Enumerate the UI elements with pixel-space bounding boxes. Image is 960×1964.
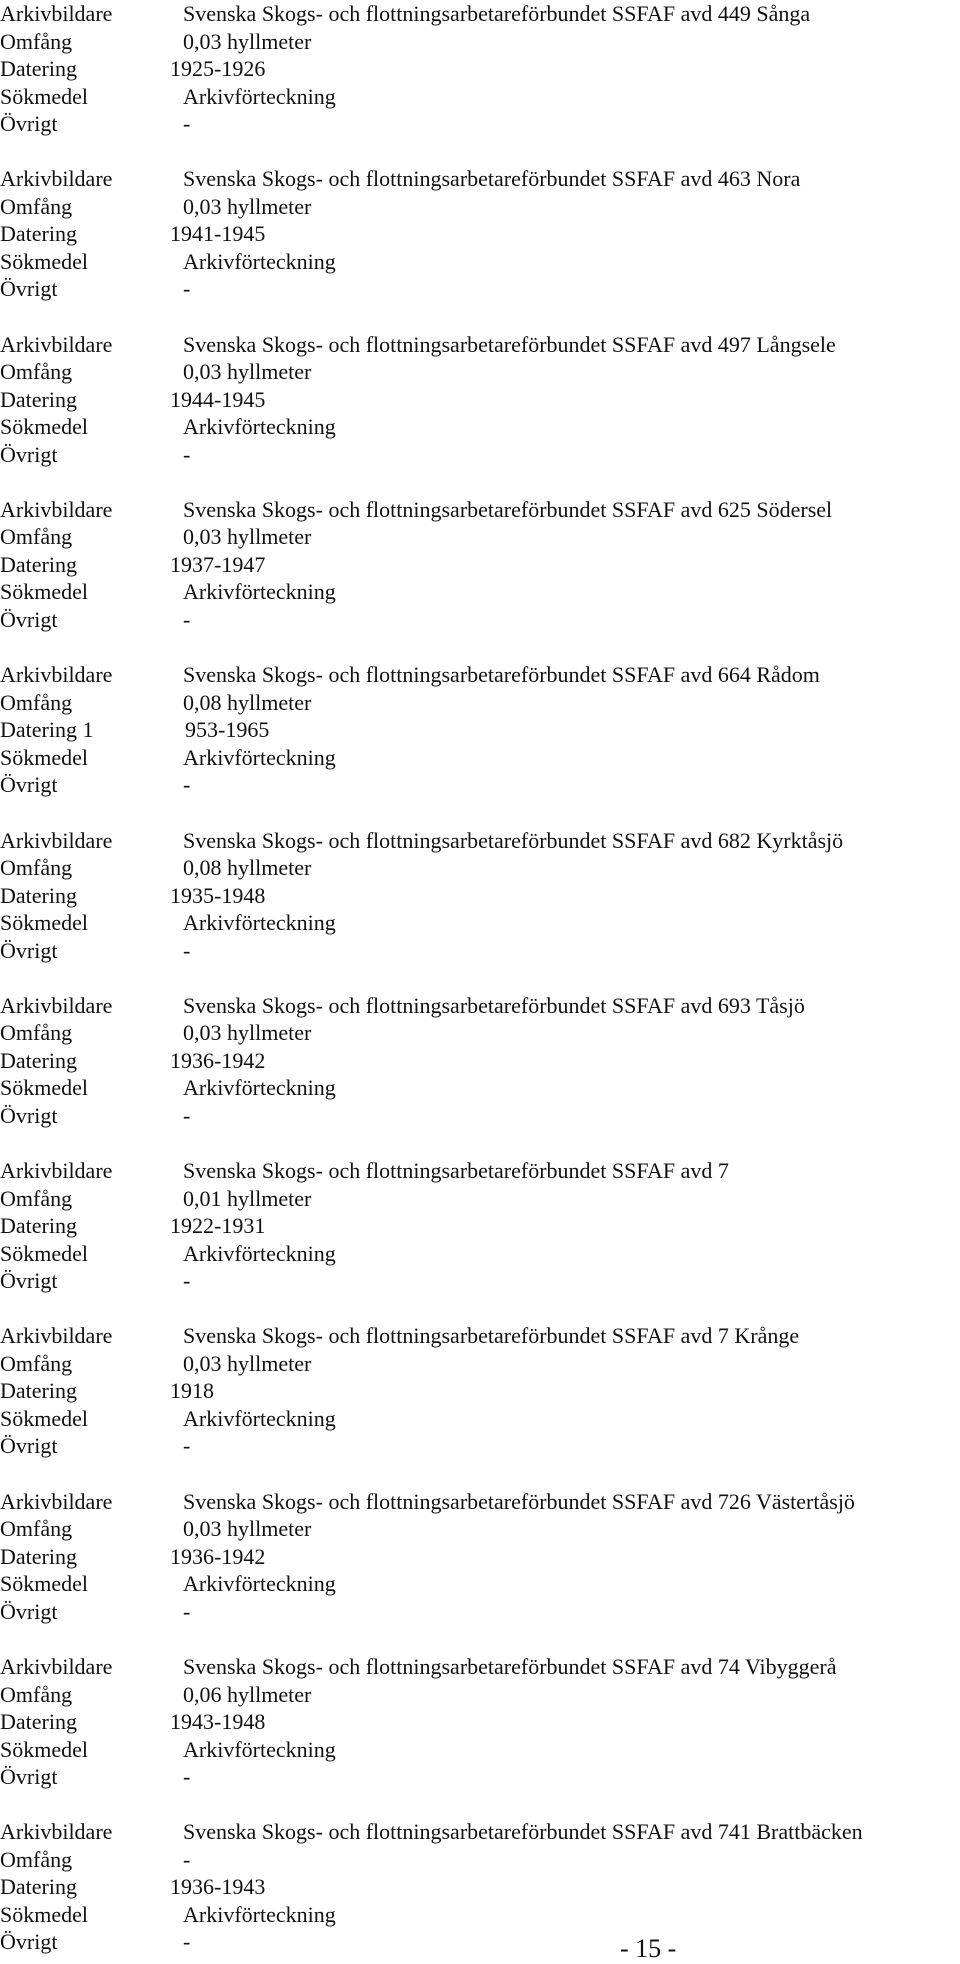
extent-label: Omfång (0, 855, 73, 880)
date-label: Datering (0, 1543, 77, 1569)
creator-row (0, 1322, 960, 1350)
other-row (0, 441, 960, 469)
date-row (0, 386, 960, 414)
other-row (0, 771, 960, 799)
date-value: 1935-1948 (170, 882, 266, 908)
finding-aid-row (0, 744, 960, 772)
archive-entry (0, 1653, 960, 1791)
extent-label: Omfång (0, 1681, 73, 1707)
finding-aid-value: Arkivförteckning (183, 414, 336, 440)
other-value: - (183, 772, 191, 798)
creator-label: Arkivbildare (0, 662, 113, 688)
creator-label: Arkivbildare (0, 1, 113, 26)
finding-aid-label: Sökmedel (0, 579, 88, 605)
creator-label: Arkivbildare (0, 1654, 113, 1679)
other-row (0, 1928, 960, 1956)
other-value: - (183, 1102, 191, 1128)
creator-value: Svenska Skogs- och flottningsarbetareförbundet SSFAF avd 7 Krånge (183, 1323, 800, 1349)
finding-aid-value: Arkivförteckning (183, 1240, 336, 1266)
extent-label: Omfång (0, 689, 73, 715)
other-row (0, 110, 960, 138)
creator-row (0, 496, 960, 524)
finding-aid-label: Sökmedel (0, 83, 88, 109)
creator-label: Arkivbildare (0, 992, 113, 1018)
date-row (0, 1543, 960, 1571)
finding-aid-label: Sökmedel (0, 1075, 88, 1101)
extent-value: 0,06 hyllmeter (183, 1681, 312, 1707)
date-value: 1936-1942 (170, 1047, 266, 1073)
extent-label: Omfång (0, 1350, 73, 1376)
other-value: - (183, 606, 191, 632)
creator-value: Svenska Skogs- och flottningsarbetareförbundet SSFAF avd 7 (183, 1158, 729, 1184)
other-value: - (183, 111, 191, 136)
creator-label: Arkivbildare (0, 166, 113, 192)
finding-aid-label: Sökmedel (0, 1736, 88, 1762)
finding-aid-value: Arkivförteckning (183, 83, 336, 109)
creator-value: Svenska Skogs- och flottningsarbetareförbundet SSFAF avd 693 Tåsjö (183, 992, 805, 1018)
archive-entry (0, 0, 960, 138)
other-label: Övrigt (0, 1268, 58, 1294)
finding-aid-row (0, 909, 960, 937)
date-row (0, 220, 960, 248)
creator-label: Arkivbildare (0, 331, 113, 357)
extent-label: Omfång (0, 28, 73, 54)
date-value: 1944-1945 (170, 386, 266, 412)
other-value: - (183, 276, 191, 302)
finding-aid-label: Sökmedel (0, 414, 88, 440)
finding-aid-row (0, 578, 960, 606)
other-row (0, 275, 960, 303)
other-label: Övrigt (0, 1102, 58, 1128)
extent-value: 0,03 hyllmeter (183, 359, 312, 385)
date-row (0, 1377, 960, 1405)
date-value: 1941-1945 (170, 221, 266, 247)
creator-row (0, 661, 960, 689)
creator-row (0, 0, 960, 28)
extent-row (0, 1681, 960, 1709)
finding-aid-row (0, 1901, 960, 1929)
date-value: 1943-1948 (170, 1709, 266, 1734)
creator-value: Svenska Skogs- och flottningsarbetareförbundet SSFAF avd 449 Sånga (183, 1, 811, 26)
finding-aid-row (0, 83, 960, 111)
finding-aid-value: Arkivförteckning (183, 1571, 336, 1597)
finding-aid-label: Sökmedel (0, 1571, 88, 1597)
creator-value: Svenska Skogs- och flottningsarbetareförbundet SSFAF avd 497 Långsele (183, 331, 836, 357)
creator-value: Svenska Skogs- och flottningsarbetareförbundet SSFAF avd 726 Västertåsjö (183, 1488, 855, 1514)
finding-aid-label: Sökmedel (0, 744, 88, 770)
finding-aid-label: Sökmedel (0, 248, 88, 274)
finding-aid-row (0, 413, 960, 441)
extent-value: - (183, 1846, 191, 1872)
extent-label: Omfång (0, 1846, 73, 1872)
extent-row (0, 523, 960, 551)
date-label: Datering (0, 386, 77, 412)
other-row (0, 1763, 960, 1791)
date-row (0, 551, 960, 579)
date-label: Datering (0, 1047, 77, 1073)
extent-label: Omfång (0, 359, 73, 385)
date-row (0, 1047, 960, 1075)
finding-aid-label: Sökmedel (0, 910, 88, 935)
extent-row (0, 1350, 960, 1378)
creator-value: Svenska Skogs- och flottningsarbetareförbundet SSFAF avd 741 Brattbäcken (183, 1819, 863, 1845)
date-label: Datering (0, 1378, 77, 1404)
extent-label: Omfång (0, 1516, 73, 1542)
creator-label: Arkivbildare (0, 1819, 113, 1845)
finding-aid-row (0, 1405, 960, 1433)
archive-entry (0, 661, 960, 799)
archive-entry (0, 331, 960, 469)
finding-aid-row (0, 1074, 960, 1102)
other-value: - (183, 1929, 191, 1955)
archive-entry (0, 1818, 960, 1956)
finding-aid-row (0, 1240, 960, 1268)
date-value: 1936-1943 (170, 1874, 266, 1900)
archive-entry (0, 1157, 960, 1295)
extent-value: 0,08 hyllmeter (183, 689, 312, 715)
finding-aid-value: Arkivförteckning (183, 1405, 336, 1431)
page-number: - 15 - (620, 1934, 677, 1963)
creator-row (0, 1818, 960, 1846)
other-label: Övrigt (0, 937, 58, 963)
extent-value: 0,08 hyllmeter (183, 855, 312, 880)
finding-aid-value: Arkivförteckning (183, 1901, 336, 1927)
creator-row (0, 1157, 960, 1185)
other-label: Övrigt (0, 772, 58, 798)
date-row (0, 1873, 960, 1901)
other-row (0, 1267, 960, 1295)
finding-aid-row (0, 1736, 960, 1764)
extent-label: Omfång (0, 1185, 73, 1211)
date-label: Datering (0, 1874, 77, 1900)
creator-label: Arkivbildare (0, 1323, 113, 1349)
date-label: Datering (0, 56, 77, 81)
other-label: Övrigt (0, 1929, 58, 1955)
other-row (0, 1432, 960, 1460)
extent-row (0, 1185, 960, 1213)
other-value: - (183, 937, 191, 963)
date-label: Datering (0, 882, 77, 908)
creator-row (0, 331, 960, 359)
other-label: Övrigt (0, 111, 58, 136)
archive-entry (0, 165, 960, 303)
other-label: Övrigt (0, 441, 58, 467)
extent-value: 0,03 hyllmeter (183, 524, 312, 550)
creator-value: Svenska Skogs- och flottningsarbetareförbundet SSFAF avd 682 Kyrktåsjö (183, 827, 844, 853)
creator-label: Arkivbildare (0, 496, 113, 522)
extent-label: Omfång (0, 1020, 73, 1046)
other-label: Övrigt (0, 1433, 58, 1459)
archive-entry (0, 1488, 960, 1626)
other-label: Övrigt (0, 1598, 58, 1624)
extent-value: 0,03 hyllmeter (183, 1516, 312, 1542)
other-value: - (183, 1598, 191, 1624)
finding-aid-row (0, 1570, 960, 1598)
extent-value: 0,03 hyllmeter (183, 28, 312, 54)
other-label: Övrigt (0, 276, 58, 302)
extent-value: 0,03 hyllmeter (183, 1350, 312, 1376)
finding-aid-label: Sökmedel (0, 1901, 88, 1927)
date-row (0, 716, 960, 744)
finding-aid-value: Arkivförteckning (183, 579, 336, 605)
extent-row (0, 1019, 960, 1047)
date-label: Datering (0, 551, 77, 577)
other-row (0, 1598, 960, 1626)
creator-row (0, 1653, 960, 1681)
finding-aid-value: Arkivförteckning (183, 248, 336, 274)
extent-row (0, 28, 960, 56)
extent-row (0, 1846, 960, 1874)
extent-row (0, 689, 960, 717)
extent-row (0, 193, 960, 221)
date-label: Datering (0, 1709, 77, 1734)
creator-value: Svenska Skogs- och flottningsarbetareförbundet SSFAF avd 664 Rådom (183, 662, 820, 688)
finding-aid-value: Arkivförteckning (183, 910, 336, 935)
other-row (0, 606, 960, 634)
other-label: Övrigt (0, 606, 58, 632)
date-row (0, 55, 960, 83)
date-value: 1922-1931 (170, 1213, 266, 1239)
creator-row (0, 165, 960, 193)
creator-row (0, 1488, 960, 1516)
extent-value: 0,03 hyllmeter (183, 1020, 312, 1046)
extent-row (0, 1515, 960, 1543)
finding-aid-label: Sökmedel (0, 1405, 88, 1431)
other-row (0, 937, 960, 965)
date-label: Datering 1 (0, 717, 94, 743)
creator-value: Svenska Skogs- och flottningsarbetareförbundet SSFAF avd 74 Vibyggerå (183, 1654, 837, 1679)
date-value: 1918 (170, 1378, 214, 1404)
extent-value: 0,01 hyllmeter (183, 1185, 312, 1211)
extent-label: Omfång (0, 193, 73, 219)
archive-entry (0, 992, 960, 1130)
finding-aid-row (0, 248, 960, 276)
extent-value: 0,03 hyllmeter (183, 193, 312, 219)
archive-entry (0, 1322, 960, 1460)
date-value: 1936-1942 (170, 1543, 266, 1569)
creator-label: Arkivbildare (0, 827, 113, 853)
date-label: Datering (0, 221, 77, 247)
extent-row (0, 854, 960, 882)
date-row (0, 1708, 960, 1736)
extent-row (0, 358, 960, 386)
other-value: - (183, 441, 191, 467)
other-value: - (183, 1433, 191, 1459)
extent-label: Omfång (0, 524, 73, 550)
creator-value: Svenska Skogs- och flottningsarbetareförbundet SSFAF avd 625 Södersel (183, 496, 833, 522)
creator-label: Arkivbildare (0, 1488, 113, 1514)
date-row (0, 1212, 960, 1240)
date-row (0, 882, 960, 910)
other-value: - (183, 1764, 191, 1789)
creator-row (0, 827, 960, 855)
creator-label: Arkivbildare (0, 1158, 113, 1184)
date-value: 1937-1947 (170, 551, 266, 577)
finding-aid-value: Arkivförteckning (183, 1075, 336, 1101)
creator-row (0, 992, 960, 1020)
creator-value: Svenska Skogs- och flottningsarbetareförbundet SSFAF avd 463 Nora (183, 166, 801, 192)
archive-entry (0, 827, 960, 965)
other-row (0, 1102, 960, 1130)
archive-entry (0, 496, 960, 634)
finding-aid-value: Arkivförteckning (183, 1736, 336, 1762)
other-value: - (183, 1268, 191, 1294)
finding-aid-label: Sökmedel (0, 1240, 88, 1266)
date-label: Datering (0, 1213, 77, 1239)
date-value: 953-1965 (185, 717, 270, 743)
finding-aid-value: Arkivförteckning (183, 744, 336, 770)
date-value: 1925-1926 (170, 56, 266, 81)
other-label: Övrigt (0, 1764, 58, 1789)
